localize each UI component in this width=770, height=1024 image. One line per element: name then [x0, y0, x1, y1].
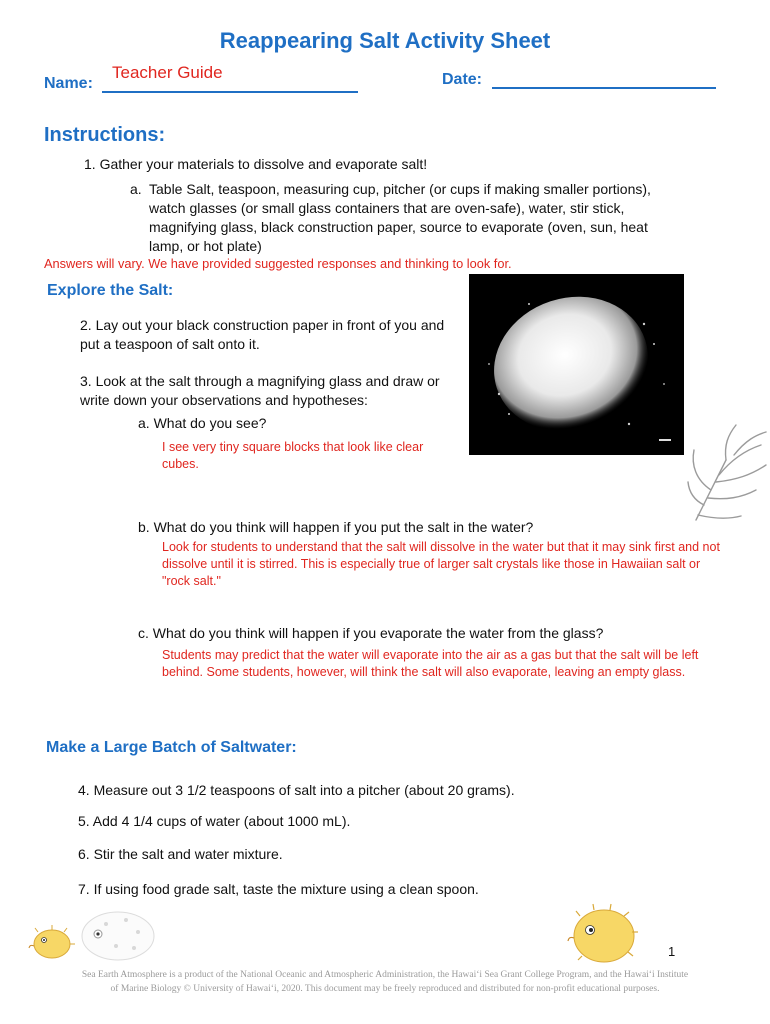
name-label: Name: [44, 75, 93, 92]
step-2: 2. Lay out your black construction paper in front of you and put a teaspoon of salt onto it. [80, 317, 445, 352]
name-row [44, 63, 374, 99]
step-1a-marker: a. [130, 181, 142, 197]
answers-note: Answers will vary. We have provided suggested responses and thinking to look for. [44, 256, 512, 271]
step-1a-materials: Table Salt, teaspoon, measuring cup, pitcher (or cups if making smaller portions), watch glasses (or small glass containers that are oven-safe), water, stir stick, magnifying glass, black construction paper, source to evaporate (oven, sun, heat lamp, or hot plate) [149, 181, 651, 254]
pufferfish-right-illustration [566, 902, 641, 967]
name-field-line[interactable] [102, 91, 358, 93]
name-field-value: Teacher Guide [112, 63, 223, 82]
date-label: Date: [442, 71, 483, 88]
pufferfish-left-large-illustration [76, 904, 161, 964]
batch-heading: Make a Large Batch of Saltwater: [46, 739, 297, 756]
pufferfish-left-small-illustration [28, 922, 78, 962]
instructions-heading: Instructions: [44, 124, 166, 146]
explore-heading: Explore the Salt: [47, 282, 174, 299]
salt-photo [469, 274, 684, 455]
answer-a: I see very tiny square blocks that look like clear cubes. [162, 440, 424, 471]
step-7: 7. If using food grade salt, taste the mixture using a clean spoon. [78, 881, 479, 897]
question-c: c. What do you think will happen if you evaporate the water from the glass? [138, 625, 604, 641]
step-6: 6. Stir the salt and water mixture. [78, 846, 283, 862]
footer-credits [30, 968, 740, 996]
page-number: 1 [668, 944, 676, 959]
footer-line-2: of Marine Biology © University of Hawaiʻi, 2020. This document may be freely reproduced and distributed for non-profit educational purposes. [110, 984, 660, 994]
footer-line-1: Sea Earth Atmosphere is a product of the National Oceanic and Atmospheric Administration, the Hawaiʻi Sea Grant College Program, and the Hawaiʻi Institute [81, 970, 689, 980]
step-5: 5. Add 4 1/4 cups of water (about 1000 mL). [78, 813, 351, 829]
answer-c: Students may predict that the water will evaporate into the air as a gas but that the salt will be left behind. Some students, however, will think the salt will also evaporate, leaving an empty glass. [162, 648, 699, 679]
step-3: 3. Look at the salt through a magnifying glass and draw or write down your observations and hypotheses: [80, 373, 440, 408]
salt-pile-image [469, 274, 684, 455]
step-4: 4. Measure out 3 1/2 teaspoons of salt into a pitcher (about 20 grams). [78, 782, 515, 798]
date-field-line[interactable] [492, 87, 716, 89]
step-1: 1. Gather your materials to dissolve and evaporate salt! [84, 156, 428, 172]
answer-b: Look for students to understand that the salt will dissolve in the water but that it may sink first and not dissolve until it is stirred. This is especially true of larger salt crystals like those in Hawaiian salt or "rock salt." [162, 540, 720, 588]
coral-illustration [686, 420, 770, 530]
page-title: Reappearing Salt Activity Sheet [219, 28, 551, 53]
question-a: a. What do you see? [138, 415, 267, 431]
date-row [442, 71, 722, 95]
question-b: b. What do you think will happen if you put the salt in the water? [138, 519, 534, 535]
